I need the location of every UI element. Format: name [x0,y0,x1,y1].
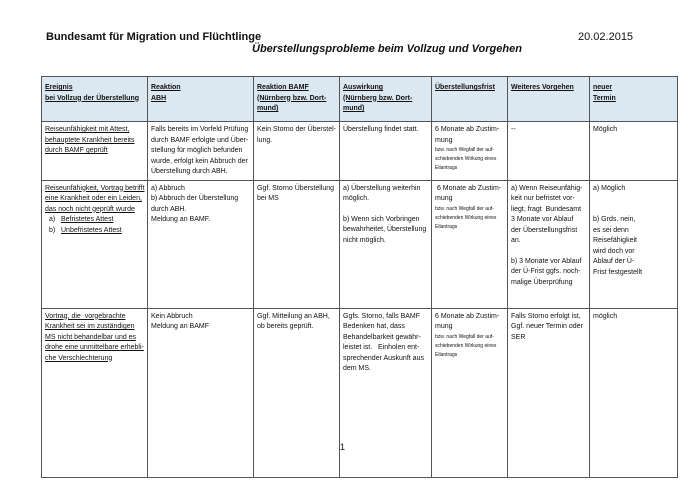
cell-event: Reiseunfähigkeit mit Attest, behauptete Krankheit bereits durch BAMF geprüft [42,122,148,181]
cell-bamf: Kein Storno der Überstel- lung. [254,122,340,181]
cell-bamf: Ggf. Mitteilung an ABH, ob bereits geprüft. [254,308,340,478]
table-row [42,122,678,181]
cell-abh: Falls bereits im Vorfeld Prüfung durch BAMF erfolgte und Über- stellung für möglich befunden wurde, erfolgt kein Abbruch der Überstellung durch ABH. [148,122,254,181]
column-header-bamf: Reaktion BAMF (Nürnberg bzw. Dort- mund) [254,77,340,122]
column-header-event: Ereignis bei Vollzug der Überstellung [42,77,148,122]
cell-deadline: 6 Monate ab Zustim- mung bzw. nach Wegfall der auf- schiebenden Wirkung eines Eilantrags [432,308,508,478]
cell-appointment: Möglich [590,122,678,181]
column-header-abh: Reaktion ABH [148,77,254,122]
cell-abh: Kein Abbruch Meldung an BAMF [148,308,254,478]
cell-abh: a) Abbruch b) Abbruch der Überstellung durch ABH. Meldung an BAMF. [148,180,254,308]
cell-effect: a) Überstellung weiterhin möglich. b) Wenn sich Vorbringen bewahrheitet, Überstellung nicht möglich. [340,180,432,308]
cell-deadline: 6 Monate ab Zustim- mung bzw. nach Wegfall der auf- schiebenden Wirkung eines Eilantrags [432,180,508,308]
cell-effect: Überstellung findet statt. [340,122,432,181]
list-item: a) Befristetes Attest [49,216,114,223]
cell-bamf: Ggf. Storno Überstellung bei MS [254,180,340,308]
organization-name: Bundesamt für Migration und Flüchtlinge [46,31,262,43]
cell-next-steps: -- [508,122,590,181]
document-date: 20.02.2015 [578,31,634,43]
table-row [42,180,678,308]
cell-next-steps: Falls Storno erfolgt ist, Ggf. neuer Termin oder SER [508,308,590,478]
cell-event: Reiseunfähigkeit, Vortrag betrifft eine Krankheit oder ein Leiden, das noch nicht geprüft wurde a) Befristetes Attest b) Unbefristetes Attest [42,180,148,308]
cell-appointment: a) Möglich b) Grds. nein, es sei denn Reisefähigkeit wird doch vor Ablauf der Ü- Frist festgestellt [590,180,678,308]
transfer-problems-table [41,76,678,478]
table-row [42,308,678,478]
cell-appointment: möglich [590,308,678,478]
column-header-effect: Auswirkung (Nürnberg bzw. Dort- mund) [340,77,432,122]
column-header-appointment: neuer Termin [590,77,678,122]
document-title: Überstellungsprobleme beim Vollzug und Vorgehen [252,43,522,55]
cell-effect: Ggfs. Storno, falls BAMF Bedenken hat, dass Behandelbarkeit gewähr- leistet ist. Einholen ent- sprechender Auskunft aus dem MS. [340,308,432,478]
cell-event: Vortrag, die vorgebrachte Krankheit sei im zuständigen MS nicht behandelbar und es drohe eine unmittelbare erhebli- che Verschlechterung [42,308,148,478]
table-header-row [42,77,678,122]
list-item: b) Unbefristetes Attest [49,226,122,234]
cell-next-steps: a) Wenn Reiseunfähig- keit nur befristet vor- liegt, fragt Bundesamt 3 Monate vor Ablauf der Überstellungsfrist an. b) 3 Monate vor Ablauf der Ü-Frist ggfs. noch- malige Überprüfung [508,180,590,308]
column-header-deadline: Überstellungsfrist [432,77,508,122]
column-header-next-steps: Weiteres Vorgehen [508,77,590,122]
page-number: 1 [340,442,346,452]
cell-deadline: 6 Monate ab Zustim- mung bzw. nach Wegfall der auf- schiebenden Wirkung eines Eilantrags [432,122,508,181]
